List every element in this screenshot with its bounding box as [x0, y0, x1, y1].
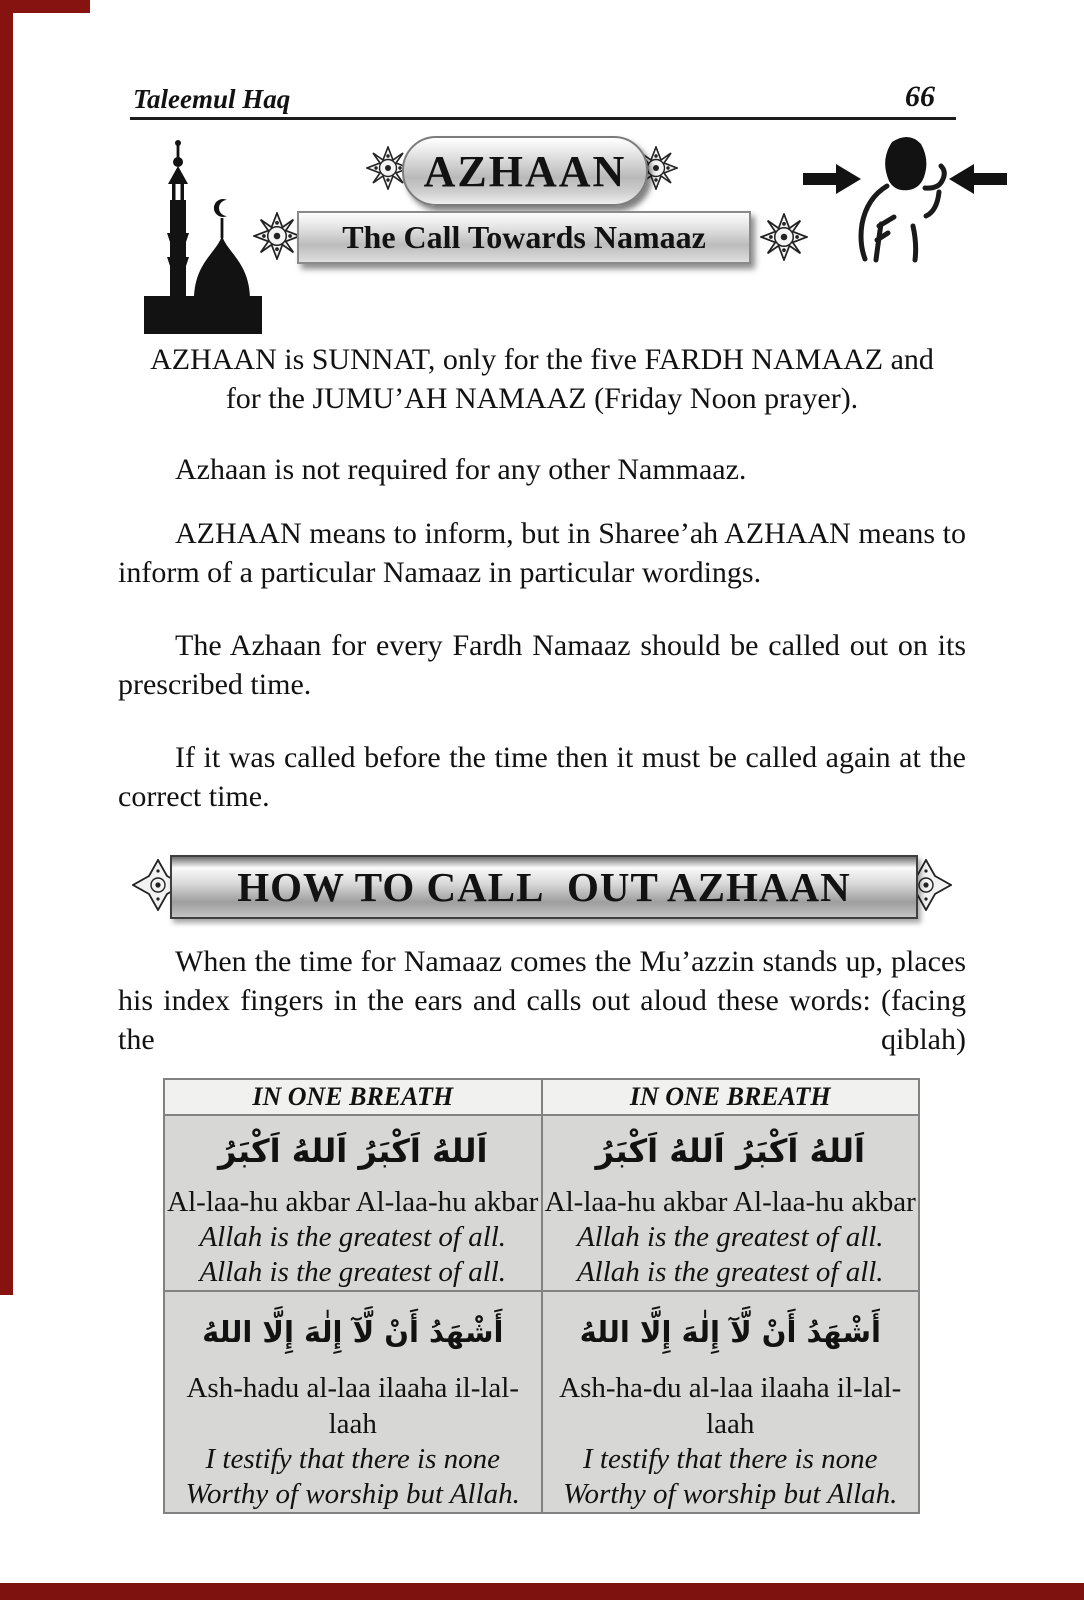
transliteration-text: Al-laa-hu akbar Al-laa-hu akbar: [167, 1186, 539, 1218]
right-arrow-icon: [949, 164, 1007, 194]
scan-edge-top: [0, 0, 90, 13]
arabic-text: أَشْهَدُ أَنْ لَّآ إِلٰهَ إِلَّا اللهُ: [579, 1315, 881, 1349]
rosette-ornament-icon: [760, 213, 808, 266]
azhaan-words-table: [163, 1078, 920, 1514]
cell-shahadah-left: [164, 1291, 542, 1513]
transliteration-text: Al-laa-hu akbar Al-laa-hu akbar: [544, 1186, 916, 1218]
subtitle-banner: The Call Towards Namaaz: [297, 211, 751, 264]
table-row: [164, 1291, 919, 1513]
cell-shahadah-right: [542, 1291, 920, 1513]
paragraph-line: AZHAAN is SUNNAT, only for the five FARDH NAMAAZ and: [150, 343, 934, 376]
column-header-right: IN ONE BREATH: [542, 1079, 920, 1115]
column-header-left: IN ONE BREATH: [164, 1079, 542, 1115]
translation-line: Worthy of worship but Allah.: [185, 1478, 520, 1510]
arabic-text: أَشْهَدُ أَنْ لَّآ إِلٰهَ إِلَّا اللهُ: [202, 1315, 504, 1349]
scan-edge-bottom: [0, 1583, 1084, 1600]
muazzin-head: [885, 137, 926, 190]
translation-line: I testify that there is none: [582, 1443, 878, 1475]
translation-line: Allah is the greatest of all.: [576, 1256, 884, 1288]
translation-line: I testify that there is none: [205, 1443, 500, 1475]
paragraph-called-before: If it was called before the time then it must be called again at the correct time.: [118, 741, 966, 813]
paragraph-how-to-intro: When the time for Namaaz comes the Mu’azzin stands up, places his index fingers in the ears and calls out aloud these words: (facing the qiblah): [118, 945, 966, 1056]
book-title: Taleemul Haq: [133, 84, 291, 114]
header-rule: [130, 117, 956, 120]
translation-line: Allah is the greatest of all.: [199, 1256, 507, 1288]
paragraph-meaning: AZHAAN means to inform, but in Sharee’ah AZHAAN means to inform of a particular Namaaz in particular wordings.: [118, 517, 966, 589]
arabic-text: اَللهُ اَكْبَرُ اَللهُ اَكْبَرُ: [595, 1132, 865, 1170]
translation-line: Allah is the greatest of all.: [576, 1221, 884, 1253]
muazzin-figure: [795, 126, 1015, 268]
left-arrow-icon: [803, 164, 861, 194]
section-banner-how-to-call: HOW TO CALL OUT AZHAAN: [170, 855, 918, 919]
paragraph-prescribed-time: The Azhaan for every Fardh Namaaz should be called out on its prescribed time.: [118, 629, 966, 701]
scan-edge-left: [0, 0, 13, 1295]
table-row: [164, 1115, 919, 1291]
arabic-text: اَللهُ اَكْبَرُ اَللهُ اَكْبَرُ: [218, 1132, 488, 1170]
transliteration-text: Ash-hadu al-laa ilaaha il-lal-laah: [186, 1372, 520, 1440]
paragraph-sunnat: [118, 340, 966, 418]
paragraph-not-required: Azhaan is not required for any other Nammaaz.: [175, 453, 747, 486]
cell-takbeer-left: [164, 1115, 542, 1291]
translation-line: Allah is the greatest of all.: [199, 1221, 507, 1253]
cell-takbeer-right: [542, 1115, 920, 1291]
mosque-icon: [142, 138, 264, 334]
page-number: 66: [905, 80, 935, 113]
transliteration-text: Ash-ha-du al-laa ilaaha il-lal-laah: [559, 1372, 902, 1440]
title-banner: AZHAAN: [402, 136, 648, 206]
translation-line: Worthy of worship but Allah.: [563, 1478, 898, 1510]
rosette-ornament-icon: [253, 212, 301, 265]
paragraph-line: for the JUMU’AH NAMAAZ (Friday Noon prayer).: [225, 382, 859, 415]
